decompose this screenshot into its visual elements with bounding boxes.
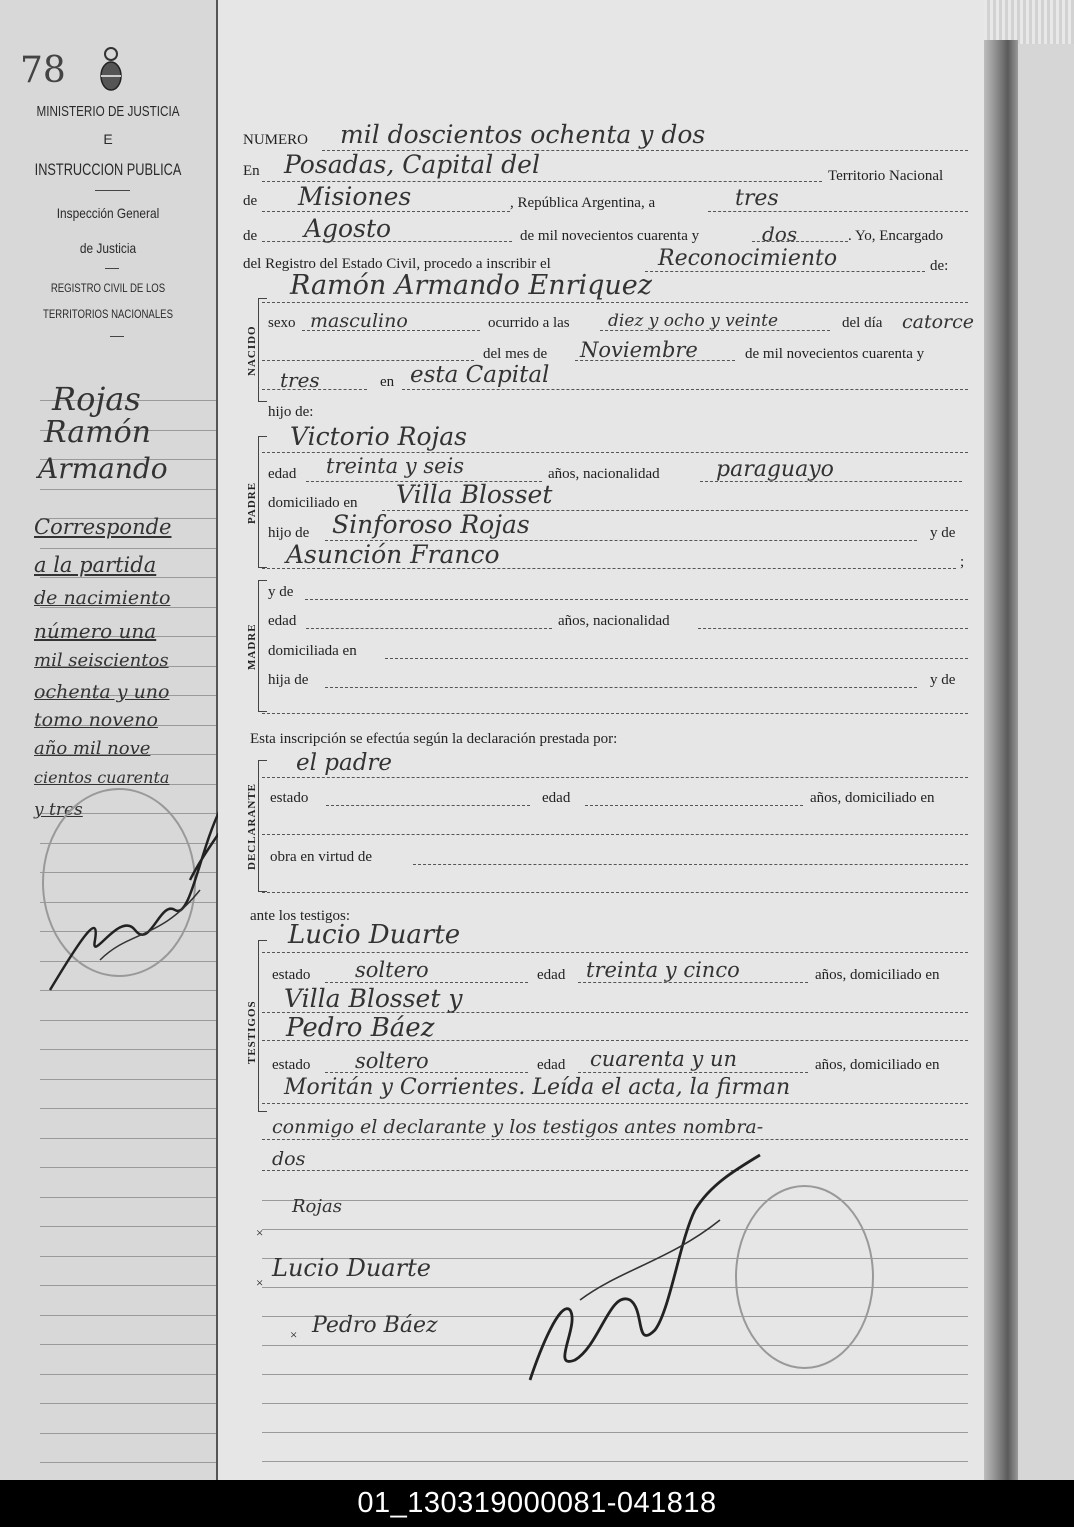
official-signature	[520, 1150, 770, 1390]
margin-name-2: Armando	[38, 452, 168, 485]
padre-name: Victorio Rojas	[290, 422, 468, 451]
margin-line: tomo noveno	[34, 709, 158, 731]
inspection-line-1: Inspección General	[56, 205, 160, 221]
signature-mark: ×	[256, 1275, 264, 1290]
signature-mark: ×	[256, 1225, 264, 1240]
margin-line: ochenta y uno	[34, 681, 170, 703]
de2-label: de	[243, 228, 258, 244]
margin-surname: Rojas	[52, 380, 141, 418]
ministry-line-2: E	[103, 131, 113, 147]
year-prefix: de mil novecientos cuarenta y	[520, 228, 700, 244]
margin-ruled-line	[40, 1462, 216, 1463]
inspection-line-2: de Justicia	[79, 240, 137, 256]
madre-anios-label: años, nacionalidad	[558, 613, 670, 629]
year-value: dos	[762, 222, 798, 246]
declarante-bracket	[258, 760, 267, 892]
margin-line: cientos cuarenta	[34, 768, 170, 787]
act-value: Reconocimiento	[658, 246, 838, 271]
testigo1-domicilio: Villa Blosset y	[284, 984, 463, 1013]
hijo-de-label: hijo de	[268, 525, 310, 541]
margin-line: número una	[34, 619, 157, 643]
margin-ruled-line	[40, 1315, 216, 1316]
closing-line-1: conmigo el declarante y los testigos antes nombra-	[272, 1116, 764, 1138]
margin-ruled-line	[40, 548, 216, 549]
margin-ruled-line	[40, 1049, 216, 1050]
abuelo-name: Sinforoso Rojas	[332, 510, 530, 539]
document-id: 01_130319000081-041818	[357, 1487, 717, 1519]
folio-number: 78	[20, 50, 66, 91]
madre-edad-label: edad	[268, 613, 297, 629]
testigo1-anios-label: años, domiciliado en	[815, 967, 940, 983]
header-divider	[110, 336, 124, 337]
margin-ruled-line	[40, 1403, 216, 1404]
testigos-intro: ante los testigos:	[250, 908, 350, 924]
testigo2-edad: cuarenta y un	[590, 1047, 738, 1071]
de-colon: de:	[930, 258, 949, 274]
registro-label: del Registro del Estado Civil, procedo a inscribir el	[243, 256, 551, 272]
signature-duarte: Lucio Duarte	[272, 1254, 431, 1282]
republica-label: , República Argentina, a	[510, 195, 656, 211]
margin-ruled-line	[40, 1285, 216, 1286]
margin-ruled-line	[40, 1344, 216, 1345]
testigo1-edad: treinta y cinco	[586, 958, 740, 982]
nacido-bracket	[258, 298, 267, 402]
madre-dom-label: domiciliada en	[268, 643, 357, 659]
padre-label: PADRE	[246, 481, 258, 524]
ocurrido-label: ocurrido a las	[488, 315, 570, 331]
dia-value: catorce	[902, 311, 975, 333]
margin-line: Corresponde	[34, 515, 172, 539]
form-ruled-line	[262, 1403, 968, 1404]
hora-value: diez y ocho y veinte	[608, 311, 779, 331]
madre-label: MADRE	[246, 623, 258, 670]
person-name: Ramón Armando Enriquez	[290, 270, 653, 301]
signature-baez: Pedro Báez	[312, 1313, 438, 1338]
sexo-value: masculino	[310, 310, 408, 332]
de-label: de	[243, 193, 258, 209]
closing-line-2: dos	[272, 1148, 306, 1170]
declaracion-label: Esta inscripción se efectúa según la declaración prestada por:	[250, 731, 618, 747]
adjacent-page	[1018, 44, 1074, 1480]
madre-bracket	[258, 580, 267, 712]
nacido-label: NACIDO	[246, 325, 258, 376]
testigo2-estado-label: estado	[272, 1057, 311, 1073]
padre-dom-label: domiciliado en	[268, 495, 358, 511]
testigo2-domicilio: Moritán y Corrientes. Leída el acta, la firman	[284, 1075, 791, 1100]
margin-ruled-line	[40, 1433, 216, 1434]
madre-y-de: y de	[268, 584, 294, 600]
lugar-value: esta Capital	[410, 362, 550, 388]
hijo-label: hijo de:	[268, 404, 314, 420]
testigo2-name: Pedro Báez	[286, 1013, 435, 1043]
padre-nacionalidad: paraguayo	[716, 457, 834, 482]
footer-bar	[0, 1480, 1074, 1527]
padre-bracket	[258, 436, 267, 568]
testigo2-anios-label: años, domiciliado en	[815, 1057, 940, 1073]
margin-column	[0, 0, 218, 1480]
margin-line: mil seiscientos	[34, 650, 169, 671]
margin-ruled-line	[40, 1374, 216, 1375]
margin-ruled-line	[40, 1108, 216, 1109]
margin-line: de nacimiento	[34, 587, 171, 609]
testigo2-estado: soltero	[355, 1049, 429, 1073]
margin-line: y tres	[34, 800, 83, 820]
testigos-label: TESTIGOS	[246, 1000, 258, 1064]
month-value: Agosto	[304, 214, 392, 243]
declarante-estado-label: estado	[270, 790, 309, 806]
sexo-label: sexo	[268, 315, 296, 331]
semicolon: ;	[960, 554, 965, 570]
declarante-obra-label: obra en virtud de	[270, 849, 373, 865]
registry-line-2: TERRITORIOS NACIONALES	[43, 307, 173, 321]
margin-ruled-line	[40, 489, 216, 490]
en-label: En	[243, 163, 260, 179]
header-divider	[105, 268, 119, 269]
form-ruled-line	[262, 1461, 968, 1462]
registry-line-1: REGISTRO CIVIL DE LOS	[50, 281, 166, 295]
anio-label: de mil novecientos cuarenta y	[745, 346, 925, 362]
margin-ruled-line	[40, 577, 216, 578]
en-value: Posadas, Capital del	[284, 150, 540, 179]
margin-ruled-line	[40, 1226, 216, 1227]
day-value: tres	[735, 186, 779, 211]
mes-value: Noviembre	[580, 338, 698, 362]
ministry-line-1: MINISTERIO DE JUSTICIA	[36, 103, 180, 120]
margin-ruled-line	[40, 1079, 216, 1080]
margin-ruled-line	[40, 1167, 216, 1168]
margin-ruled-line	[40, 1197, 216, 1198]
margin-ruled-line	[40, 1138, 216, 1139]
declarante-edad-label: edad	[542, 790, 571, 806]
page-gutter	[984, 40, 1018, 1480]
en2-label: en	[380, 374, 395, 390]
margin-ruled-line	[40, 1256, 216, 1257]
margin-line: año mil nove	[34, 738, 151, 759]
margin-ruled-line	[40, 1020, 216, 1021]
numero-label: NUMERO	[243, 132, 309, 148]
margin-official-signature	[40, 790, 240, 1000]
margin-line: a la partida	[34, 553, 157, 577]
de-value: Misiones	[298, 182, 412, 211]
padre-y-de: y de	[930, 525, 956, 541]
mes-label: del mes de	[483, 346, 548, 362]
yo-label: . Yo, Encargado	[848, 228, 944, 244]
madre-y-de-2: y de	[930, 672, 956, 688]
del-dia-label: del día	[842, 315, 883, 331]
padre-domicilio: Villa Blosset	[396, 480, 553, 509]
header-divider	[95, 190, 130, 191]
declarante-anios-label: años, domiciliado en	[810, 790, 935, 806]
padre-edad-label: edad	[268, 466, 297, 482]
form-ruled-line	[262, 1432, 968, 1433]
anio-value: tres	[280, 368, 320, 392]
margin-name-1: Ramón	[44, 415, 151, 450]
madre-hija-label: hija de	[268, 672, 309, 688]
testigo2-edad-label: edad	[537, 1057, 566, 1073]
padre-edad: treinta y seis	[326, 454, 465, 478]
territorio-label: Territorio Nacional	[828, 168, 944, 184]
testigo1-estado: soltero	[355, 958, 429, 982]
testigo1-edad-label: edad	[537, 967, 566, 983]
testigo1-name: Lucio Duarte	[288, 920, 461, 950]
ministry-line-3: INSTRUCCION PUBLICA	[34, 160, 182, 179]
numero-value: mil doscientos ochenta y dos	[340, 120, 706, 149]
signature-mark: ×	[290, 1327, 298, 1342]
declarante-label: DECLARANTE	[246, 782, 258, 870]
signature-rojas: Rojas	[292, 1196, 342, 1217]
abuela-name: Asunción Franco	[286, 540, 500, 569]
declarante-value: el padre	[296, 750, 393, 776]
testigos-bracket	[258, 940, 267, 1112]
padre-anios-label: años, nacionalidad	[548, 466, 660, 482]
testigo1-estado-label: estado	[272, 967, 311, 983]
coat-of-arms-icon	[98, 46, 124, 92]
